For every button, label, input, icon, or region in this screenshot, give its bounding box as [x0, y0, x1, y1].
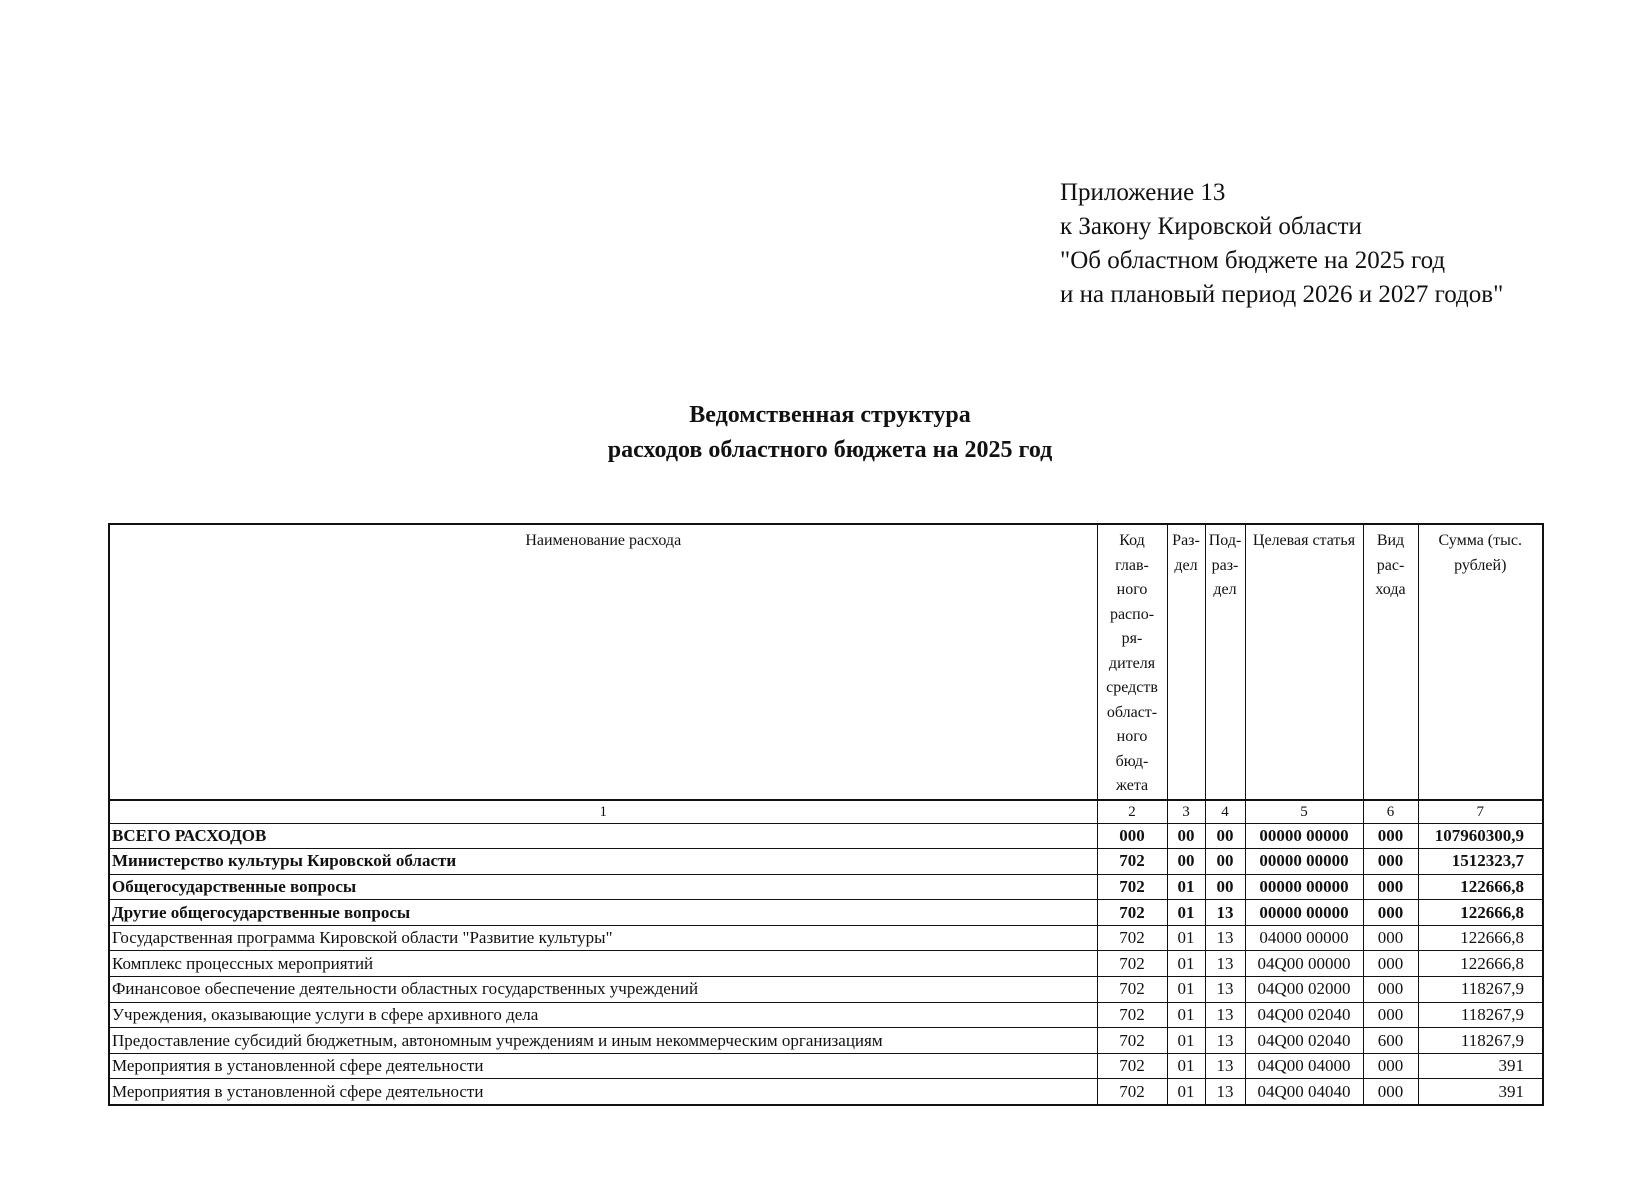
cell-sum: 122666,8	[1418, 925, 1543, 951]
cell-target: 04Q00 04000	[1245, 1053, 1363, 1079]
header-section: Раз- дел	[1167, 524, 1205, 800]
cell-name: Мероприятия в установленной сфере деятельности	[109, 1053, 1097, 1079]
cell-name: Финансовое обеспечение деятельности областных государственных учреждений	[109, 977, 1097, 1003]
cell-sum: 122666,8	[1418, 874, 1543, 900]
cell-kind: 000	[1363, 1002, 1418, 1028]
cell-section: 01	[1167, 977, 1205, 1003]
header-target: Целевая статья	[1245, 524, 1363, 800]
cell-subsection: 13	[1205, 1079, 1245, 1105]
table-row	[109, 1079, 1543, 1105]
cell-code: 702	[1097, 849, 1167, 875]
cell-name: Учреждения, оказывающие услуги в сфере архивного дела	[109, 1002, 1097, 1028]
column-number: 2	[1097, 800, 1167, 824]
cell-name: Комплекс процессных мероприятий	[109, 951, 1097, 977]
cell-subsection: 13	[1205, 1002, 1245, 1028]
header-name: Наименование расхода	[109, 524, 1097, 800]
cell-kind: 000	[1363, 951, 1418, 977]
cell-section: 00	[1167, 849, 1205, 875]
cell-code: 702	[1097, 900, 1167, 926]
table-row	[109, 823, 1543, 849]
document-title	[0, 398, 1631, 468]
cell-sum: 122666,8	[1418, 951, 1543, 977]
cell-subsection: 13	[1205, 1028, 1245, 1054]
header-subsection: Под- раз- дел	[1205, 524, 1245, 800]
cell-subsection: 13	[1205, 977, 1245, 1003]
cell-kind: 000	[1363, 900, 1418, 926]
header-kind: Вид рас- хода	[1363, 524, 1418, 800]
table-row	[109, 951, 1543, 977]
cell-section: 01	[1167, 925, 1205, 951]
column-number: 6	[1363, 800, 1418, 824]
cell-section: 01	[1167, 1079, 1205, 1105]
cell-target: 00000 00000	[1245, 849, 1363, 875]
cell-sum: 118267,9	[1418, 1028, 1543, 1054]
cell-kind: 000	[1363, 823, 1418, 849]
cell-subsection: 13	[1205, 925, 1245, 951]
appendix-line: "Об областном бюджете на 2025 год	[1060, 247, 1446, 274]
cell-target: 00000 00000	[1245, 874, 1363, 900]
cell-sum: 391	[1418, 1053, 1543, 1079]
cell-section: 01	[1167, 951, 1205, 977]
cell-section: 01	[1167, 900, 1205, 926]
title-line-1: Ведомственная структура	[689, 402, 971, 428]
cell-sum: 122666,8	[1418, 900, 1543, 926]
cell-code: 702	[1097, 874, 1167, 900]
appendix-header	[1060, 176, 1503, 312]
table-row	[109, 1053, 1543, 1079]
cell-section: 01	[1167, 1002, 1205, 1028]
cell-subsection: 00	[1205, 849, 1245, 875]
cell-code: 702	[1097, 1079, 1167, 1105]
cell-subsection: 13	[1205, 900, 1245, 926]
budget-table	[108, 523, 1544, 1106]
column-number-row	[109, 800, 1543, 824]
appendix-line: к Закону Кировской области	[1060, 213, 1362, 240]
cell-code: 702	[1097, 1053, 1167, 1079]
table-row	[109, 925, 1543, 951]
cell-name: Мероприятия в установленной сфере деятельности	[109, 1079, 1097, 1105]
cell-name: Государственная программа Кировской области "Развитие культуры"	[109, 925, 1097, 951]
cell-subsection: 13	[1205, 1053, 1245, 1079]
cell-target: 00000 00000	[1245, 900, 1363, 926]
table-row	[109, 977, 1543, 1003]
appendix-line: и на плановый период 2026 и 2027 годов"	[1060, 281, 1504, 308]
cell-section: 00	[1167, 823, 1205, 849]
cell-name: ВСЕГО РАСХОДОВ	[109, 823, 1097, 849]
title-line-2: расходов областного бюджета на 2025 год	[607, 437, 1053, 463]
cell-kind: 000	[1363, 874, 1418, 900]
cell-sum: 107960300,9	[1418, 823, 1543, 849]
cell-target: 00000 00000	[1245, 823, 1363, 849]
cell-code: 702	[1097, 1002, 1167, 1028]
cell-code: 000	[1097, 823, 1167, 849]
cell-name: Министерство культуры Кировской области	[109, 849, 1097, 875]
cell-kind: 000	[1363, 1079, 1418, 1105]
cell-target: 04Q00 02040	[1245, 1002, 1363, 1028]
cell-target: 04000 00000	[1245, 925, 1363, 951]
cell-name: Другие общегосударственные вопросы	[109, 900, 1097, 926]
table-row	[109, 1002, 1543, 1028]
header-sum: Сумма (тыс. рублей)	[1418, 524, 1543, 800]
cell-code: 702	[1097, 951, 1167, 977]
column-number: 4	[1205, 800, 1245, 824]
cell-name: Общегосударственные вопросы	[109, 874, 1097, 900]
cell-target: 04Q00 02040	[1245, 1028, 1363, 1054]
table-row	[109, 849, 1543, 875]
cell-target: 04Q00 00000	[1245, 951, 1363, 977]
cell-kind: 600	[1363, 1028, 1418, 1054]
cell-code: 702	[1097, 925, 1167, 951]
cell-section: 01	[1167, 1053, 1205, 1079]
column-number: 5	[1245, 800, 1363, 824]
cell-sum: 118267,9	[1418, 1002, 1543, 1028]
cell-target: 04Q00 02000	[1245, 977, 1363, 1003]
table-row	[109, 900, 1543, 926]
cell-target: 04Q00 04040	[1245, 1079, 1363, 1105]
cell-sum: 391	[1418, 1079, 1543, 1105]
cell-section: 01	[1167, 874, 1205, 900]
column-number: 1	[109, 800, 1097, 824]
cell-kind: 000	[1363, 1053, 1418, 1079]
table-row	[109, 874, 1543, 900]
appendix-line: Приложение 13	[1060, 179, 1226, 206]
cell-sum: 118267,9	[1418, 977, 1543, 1003]
cell-sum: 1512323,7	[1418, 849, 1543, 875]
cell-kind: 000	[1363, 849, 1418, 875]
cell-kind: 000	[1363, 925, 1418, 951]
cell-section: 01	[1167, 1028, 1205, 1054]
cell-kind: 000	[1363, 977, 1418, 1003]
cell-subsection: 13	[1205, 951, 1245, 977]
table-header-row	[109, 524, 1543, 800]
cell-name: Предоставление субсидий бюджетным, автономным учреждениям и иным некоммерческим организациям	[109, 1028, 1097, 1054]
column-number: 3	[1167, 800, 1205, 824]
cell-code: 702	[1097, 977, 1167, 1003]
cell-subsection: 00	[1205, 874, 1245, 900]
cell-subsection: 00	[1205, 823, 1245, 849]
column-number: 7	[1418, 800, 1543, 824]
cell-code: 702	[1097, 1028, 1167, 1054]
table-row	[109, 1028, 1543, 1054]
header-code: Код глав- ного распо- ря- дителя средств област- ного бюд- жета	[1097, 524, 1167, 800]
